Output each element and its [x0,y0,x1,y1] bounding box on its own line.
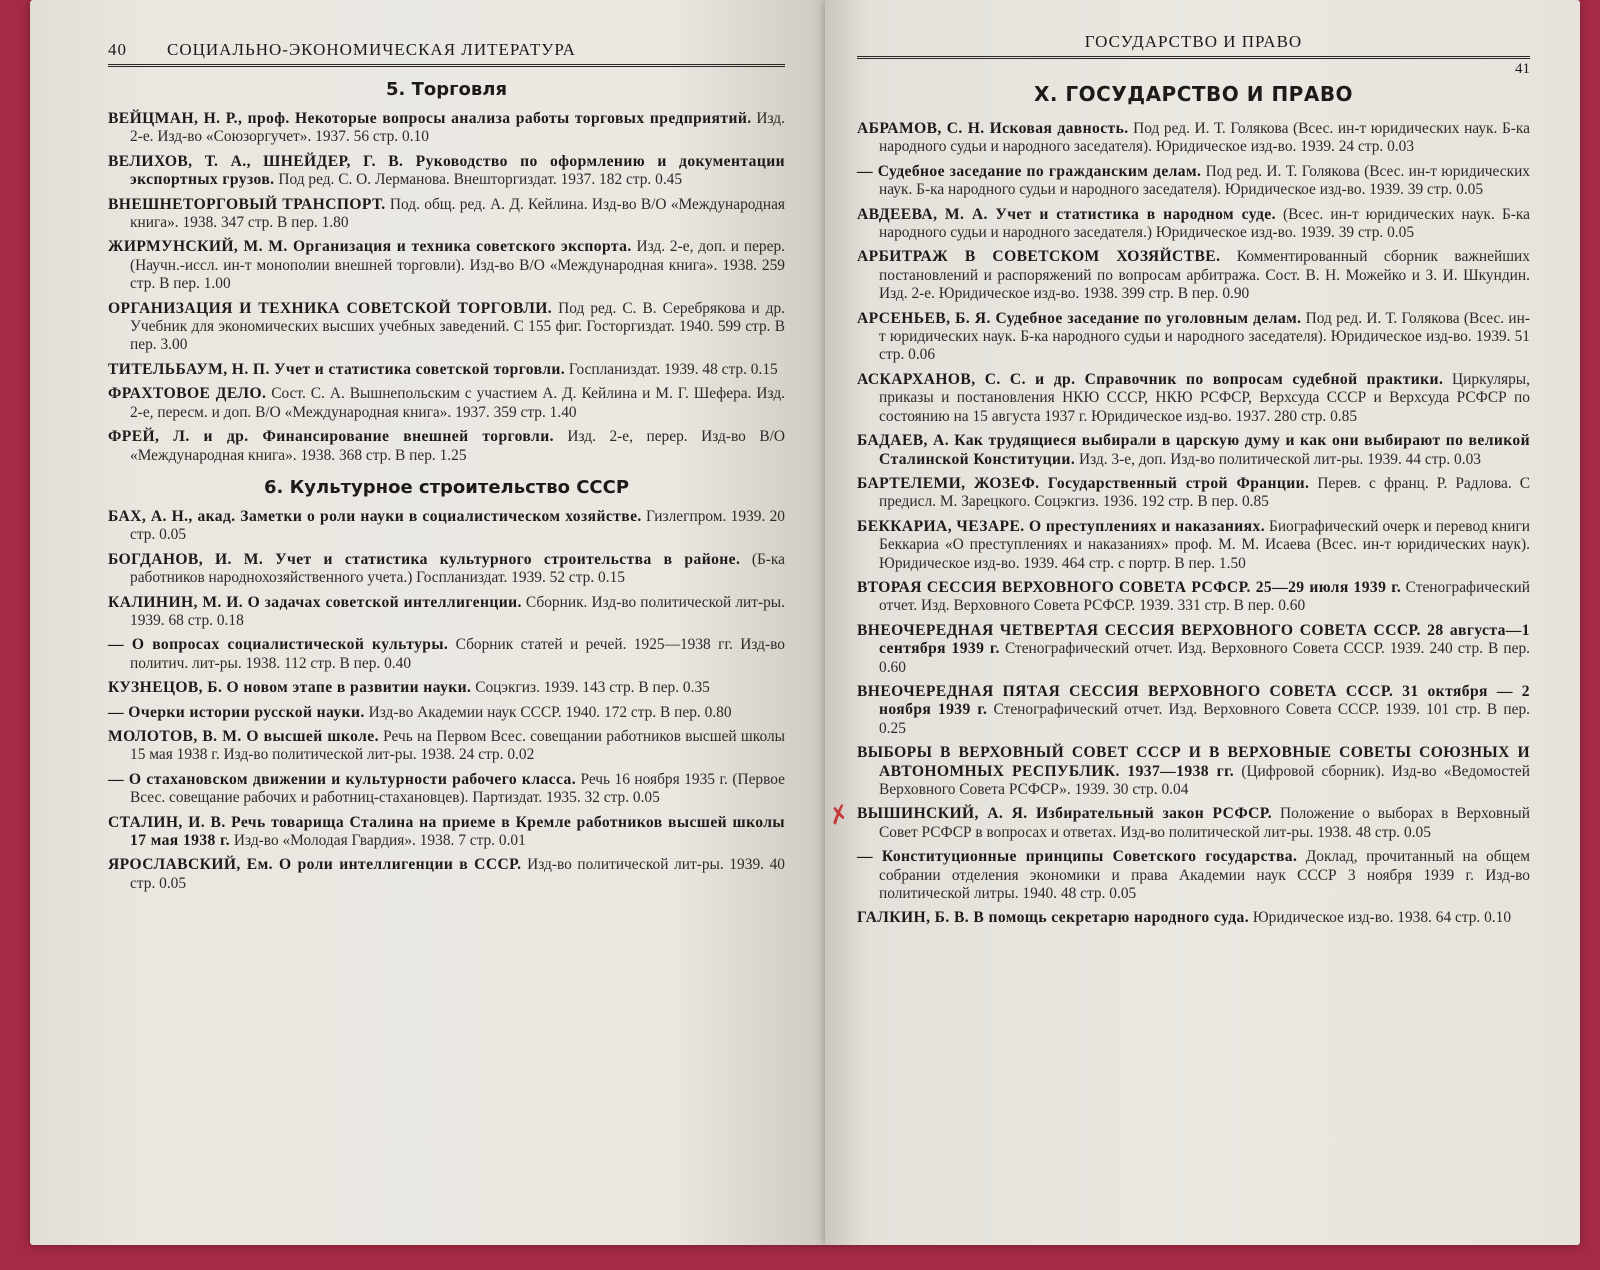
bibliography-entry-wrap [108,300,785,355]
entry-details: Под ред. И. Т. Голякова (Всес. ин-т юридических наук. Б-ка народного судьи и народного заседателя). Юридическое изд-во. 1939. 51 стр. 0.06 [879,309,1530,364]
entry-details: Циркуляры, приказы и постановления НКЮ СССР, НКЮ РСФСР, Верхсуда СССР и Верхсуда РСФСР по состоянию на 15 августа 1937 г. Юридическое изд-во. 1937. 280 стр. 0.85 [879,370,1530,425]
bibliography-entry [857,683,1530,738]
bibliography-entry-wrap [108,771,785,808]
bibliography-entry-wrap [108,361,785,379]
bibliography-entry-wrap [108,110,785,147]
entry-details: Соцэкгиз. 1939. 143 стр. В пер. 0.35 [475,679,710,697]
bibliography-entry [108,238,785,293]
bibliography-entry [857,371,1530,426]
bibliography-entry-wrap [108,153,785,190]
bibliography-entry [857,909,1530,927]
entry-details: Доклад, прочитанный на общем собрании отделения экономики и права Академии наук СССР 3 ноября 1939 г. Изд-во политической литры. 1940. 48 стр. 0.05 [879,848,1531,903]
entry-details: Под ред. И. Т. Голякова (Всес. ин-т юридических наук. Б-ка народного судьи и народного заседателя). Юридическое изд-во. 1939. 24 стр. 0.03 [879,120,1530,156]
bibliography-entry-wrap [825,799,1530,842]
entry-details: Стенографический отчет. Изд. Верховного Совета СССР. 1939. 240 стр. В пер. 0.60 [879,640,1531,676]
entry-details: Сборник. Изд-во политической лит-ры. 1939. 68 стр. 0.18 [130,593,785,629]
entry-heading: СТАЛИН, И. В. Речь товарища Сталина на приеме в Кремле работников высшей школы 17 мая 1938 г. [108,813,785,849]
bibliography-entry [108,385,785,422]
bibliography-entry [108,428,785,465]
entry-details: Под ред. С. В. Серебрякова и др. Учебник для экономических высших учебных заведений. С 155 фиг. Госторгиздат. 1940. 599 стр. В пер. 3.00 [130,299,785,354]
bibliography-entry [857,248,1530,303]
bibliography-entry-wrap [108,385,785,422]
bibliography-entry [857,120,1530,157]
bibliography-entry [108,508,785,545]
bibliography-entry-wrap [857,475,1530,512]
bibliography-entry [108,636,785,673]
bibliography-entry [857,805,1530,842]
bibliography-entry-wrap [857,120,1530,157]
entry-heading: — О вопросах социалистической культуры. [108,636,449,654]
bibliography-entry [108,814,785,851]
bibliography-entry-wrap [857,909,1530,927]
page-number-left: 40 [108,40,127,59]
entry-details: Стенографический отчет. Изд. Верховного Совета РСФСР. 1939. 331 стр. В пер. 0.60 [879,578,1530,615]
bibliography-entry [108,300,785,355]
bibliography-entry [857,432,1530,469]
bibliography-entry [108,679,785,697]
entry-heading: БОГДАНОВ, И. М. Учет и статистика культурного строительства в районе. [108,550,741,568]
bibliography-entry-wrap [857,622,1530,677]
entry-heading: ВЫШИНСКИЙ, А. Я. Избирательный закон РСФСР. [857,805,1273,823]
bibliography-entry [857,579,1530,616]
entry-details: Изд. 2-е, доп. и перер. (Научн.-иссл. ин-т монополии внешней торговли). Изд-во В/О «Международная книга». 1938. 259 стр. В пер. 1.00 [130,238,785,293]
entry-details: Стенографический отчет. Изд. Верховного Совета СССР. 1939. 101 стр. В пер. 0.25 [879,701,1530,737]
bibliography-entry [108,728,785,765]
entry-details: Изд. 2-е. Изд-во «Союзоргучет». 1937. 56 стр. 0.10 [130,110,785,146]
entry-details: Юридическое изд-во. 1938. 64 стр. 0.10 [1252,909,1512,927]
entry-heading: — Судебное заседание по гражданским делам. [857,162,1202,180]
bibliography-entry-wrap [857,248,1530,303]
entry-heading: АСКАРХАНОВ, С. С. и др. Справочник по вопросам судебной практики. [857,370,1444,388]
bibliography-entry [108,594,785,631]
entry-details: (Всес. ин-т юридических наук. Б-ка народного судьи и народного заседателя.) Юридическое изд-во. 1939. 39 стр. 0.05 [879,205,1530,242]
running-head-left [108,40,785,67]
bibliography-entry [108,856,785,893]
entry-details: Под ред. С. О. Лерманова. Внешторгиздат. 1937. 182 стр. 0.45 [278,171,683,189]
entry-heading: АРСЕНЬЕВ, Б. Я. Судебное заседание по уголовным делам. [857,309,1302,327]
entry-heading: БАРТЕЛЕМИ, ЖОЗЕФ. Государственный строй Франции. [857,474,1310,492]
running-title-left: СОЦИАЛЬНО-ЭКОНОМИЧЕСКАЯ ЛИТЕРАТУРА [167,40,576,59]
entry-details: Под ред. И. Т. Голякова (Всес. ин-т юридических наук. Б-ка народного судьи и народного заседателя). Юридическое изд-во. 1939. 39 стр. 0.05 [879,162,1530,199]
bibliography-entry-wrap [108,428,785,465]
entry-details: (Б-ка работников народнохозяйственного учета.) Госпланиздат. 1939. 52 стр. 0.15 [130,550,785,587]
pen-mark-icon: ✗ [825,799,853,832]
running-head-right [857,32,1530,59]
entry-heading: КУЗНЕЦОВ, Б. О новом этапе в развитии науки. [108,679,472,697]
entry-heading: — Конституционные принципы Советского государства. [857,848,1298,866]
section-title-right: X. ГОСУДАРСТВО И ПРАВО [1033,82,1354,106]
bibliography-entry [857,206,1530,243]
entry-details: Изд-во Академии наук СССР. 1940. 172 стр. В пер. 0.80 [368,703,732,721]
entry-details: (Цифровой сборник). Изд-во «Ведомостей Верховного Совета РСФСР». 1939. 30 стр. 0.04 [879,762,1530,798]
entry-heading: ВТОРАЯ СЕССИЯ ВЕРХОВНОГО СОВЕТА РСФСР. 25—29 июля 1939 г. [857,578,1402,596]
bibliography-entry [108,361,785,379]
entry-details: Гизлегпром. 1939. 20 стр. 0.05 [130,507,785,544]
entry-heading: — Очерки истории русской науки. [108,703,365,721]
entry-heading: МОЛОТОВ, В. М. О высшей школе. [108,727,379,745]
entry-heading: ОРГАНИЗАЦИЯ И ТЕХНИКА СОВЕТСКОЙ ТОРГОВЛИ. [108,299,553,317]
bibliography-entry-wrap [857,848,1530,903]
bibliography-entry [108,704,785,722]
bibliography-entry-wrap [857,432,1530,469]
bibliography-entry-wrap [857,744,1530,799]
bibliography-entry [857,518,1530,573]
entry-details: Изд. 2-е, перер. Изд-во В/О «Международная книга». 1938. 368 стр. В пер. 1.25 [130,428,785,464]
entry-heading: БАДАЕВ, А. Как трудящиеся выбирали в царскую думу и как они выбирают по великой Сталинской Конституции. [857,432,1530,468]
bibliography-entry [108,771,785,808]
bibliography-entry-wrap [108,196,785,233]
entry-heading: ВНЕОЧЕРЕДНАЯ ЧЕТВЕРТАЯ СЕССИЯ ВЕРХОВНОГО СОВЕТА СССР. 28 августа—1 сентября 1939 г. [857,621,1530,658]
entry-details: Биографический очерк и перевод книги Беккариа «О преступлениях и наказаниях» проф. М. М. Исаева (Всес. ин-т юридических наук). Юридическое изд-во. 1939. 464 стр. с портр. В пер. 1.50 [879,517,1530,572]
entry-heading: БЕККАРИА, ЧЕЗАРЕ. О преступлениях и наказаниях. [857,517,1266,535]
book-spread [30,0,1580,1250]
bibliography-entry [857,848,1530,903]
entry-details: Речь 16 ноября 1935 г. (Первое Всес. совещание рабочих и работниц-стахановцев). Партиздат. 1935. 32 стр. 0.05 [130,770,785,807]
bibliography-entry [857,163,1530,200]
entry-details: Сборник статей и речей. 1925—1938 гг. Изд-во политич. лит-ры. 1938. 112 стр. В пер. 0.40 [130,636,785,672]
bibliography-entry [857,475,1530,512]
section-title: 5. Торговля [385,79,508,100]
bibliography-entry-wrap [108,508,785,545]
entry-heading: АРБИТРАЖ В СОВЕТСКОМ ХОЗЯЙСТВЕ. [857,248,1221,266]
bibliography-entry-wrap [857,683,1530,738]
bibliography-entry [857,310,1530,365]
bibliography-entry-wrap [857,579,1530,616]
page-number-right: 41 [1515,61,1530,77]
bibliography-entry [108,153,785,190]
entry-heading: ВЕЛИХОВ, Т. А., ШНЕЙДЕР, Г. В. Руководство по оформлению и документации экспортных грузов. [108,152,785,189]
right-page [825,0,1580,1245]
entry-heading: ВЕЙЦМАН, Н. Р., проф. Некоторые вопросы анализа работы торговых предприятий. [108,110,752,127]
bibliography-entry-wrap [108,551,785,588]
entry-heading: ВНЕШНЕТОРГОВЫЙ ТРАНСПОРТ. [108,195,386,213]
bibliography-entry [857,744,1530,799]
bibliography-entry [108,110,785,147]
section-title: 6. Культурное строительство СССР [263,476,630,498]
entry-heading: ВЫБОРЫ В ВЕРХОВНЫЙ СОВЕТ СССР И В ВЕРХОВНЫЕ СОВЕТЫ СОЮЗНЫХ И АВТОНОМНЫХ РЕСПУБЛИК. 1937—1938 гг. [857,744,1530,780]
entry-heading: ФРЕЙ, Л. и др. Финансирование внешней торговли. [108,428,554,446]
bibliography-entry-wrap [857,518,1530,573]
entry-heading: — О стахановском движении и культурности рабочего класса. [108,770,576,788]
bibliography-entry [857,622,1530,677]
entry-heading: ФРАХТОВОЕ ДЕЛО. [108,385,267,403]
entry-details: Сост. С. А. Вышнепольским с участием А. Д. Кейлина и М. Г. Шефера. Изд. 2-е, пересм. и доп. В/О «Международная книга». 1937. 359 стр. 1.40 [130,385,785,421]
bibliography-entry-wrap [108,856,785,893]
entry-details: Изд. 3-е, доп. Изд-во политической лит-ры. 1939. 44 стр. 0.03 [1078,450,1481,468]
bibliography-entry-wrap [108,814,785,851]
bibliography-entry-wrap [857,163,1530,200]
entry-heading: ТИТЕЛЬБАУМ, Н. П. Учет и статистика советской торговли. [108,360,566,378]
entry-details: Перев. с франц. Р. Радлова. С предисл. М. Зарецкого. Соцэкгиз. 1936. 192 стр. В пер. 0.85 [879,474,1530,511]
left-page [30,0,825,1245]
entry-details: Под. общ. ред. А. Д. Кейлина. Изд-во В/О «Международная книга». 1938. 347 стр. В пер. 1.80 [130,195,786,232]
entry-heading: ЖИРМУНСКИЙ, М. М. Организация и техника советского экспорта. [108,238,632,256]
bibliography-entry-wrap [108,679,785,697]
entry-details: Комментированный сборник важнейших постановлений и распоряжений по вопросам арбитража. Сост. В. Н. Можейко и З. И. Шкундин. Изд. 2-е. Юридическое изд-во. 1938. 399 стр. В пер. 0.90 [879,248,1530,303]
entry-heading: КАЛИНИН, М. И. О задачах советской интеллигенции. [108,593,522,611]
entry-details: Изд-во «Молодая Гвардия». 1938. 7 стр. 0.01 [233,832,526,849]
bibliography-entry-wrap [108,728,785,765]
running-title-right: ГОСУДАРСТВО И ПРАВО [1084,32,1303,51]
bibliography-entry-wrap [108,238,785,293]
bibliography-entry-wrap [857,206,1530,243]
entry-details: Речь на Первом Всес. совещании работников высшей школы 15 мая 1938 г. Изд-во политической лит-ры. 1938. 24 стр. 0.02 [130,727,785,764]
bibliography-entry [108,196,785,233]
bibliography-entry-wrap [108,704,785,722]
bibliography-entry-wrap [857,310,1530,365]
bibliography-entry-wrap [857,371,1530,426]
entry-heading: АБРАМОВ, С. Н. Исковая давность. [857,120,1129,137]
entry-details: Положение о выборах в Верховный Совет РСФСР в вопросах и ответах. Изд-во политической лит-ры. 1938. 48 стр. 0.05 [879,805,1530,841]
bibliography-entry [108,551,785,588]
entry-details: Изд-во политической лит-ры. 1939. 40 стр. 0.05 [130,856,785,892]
entry-heading: БАХ, А. Н., акад. Заметки о роли науки в социалистическом хозяйстве. [108,507,642,525]
left-sections [108,79,785,893]
right-entries [825,120,1531,928]
bibliography-entry-wrap [108,594,785,631]
entry-heading: АВДЕЕВА, М. А. Учет и статистика в народном суде. [857,205,1276,223]
entry-heading: ГАЛКИН, Б. В. В помощь секретарю народного суда. [857,909,1249,927]
bibliography-entry-wrap [108,636,785,673]
entry-heading: ЯРОСЛАВСКИЙ, Ем. О роли интеллигенции в СССР. [108,856,522,874]
entry-heading: ВНЕОЧЕРЕДНАЯ ПЯТАЯ СЕССИЯ ВЕРХОВНОГО СОВЕТА СССР. 31 октября — 2 ноября 1939 г. [857,682,1530,719]
entry-details: Госпланиздат. 1939. 48 стр. 0.15 [568,360,778,378]
